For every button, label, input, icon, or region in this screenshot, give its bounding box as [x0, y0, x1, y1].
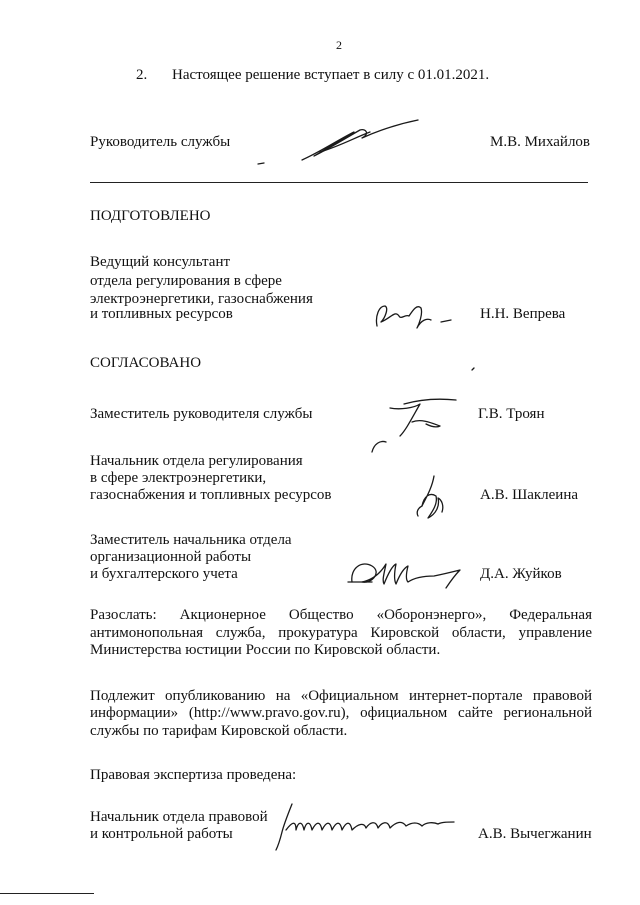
signer-title: в сфере электроэнергетики,	[90, 470, 267, 486]
head-name: М.В. Михайлов	[490, 134, 591, 150]
prepared-title-line: электроэнергетики, газоснабжения	[90, 291, 313, 307]
legal-name: А.В. Вычегжанин	[478, 826, 592, 842]
publication-line: службы по тарифам Кировской области.	[90, 723, 348, 739]
signer-title: Заместитель руководителя службы	[90, 406, 313, 422]
item-text: Настоящее решение вступает в силу с 01.01.2021.	[172, 67, 490, 83]
distribution-line: Министерства юстиции России по Кировской области.	[90, 642, 441, 658]
prepared-signature	[365, 292, 460, 338]
distribution-line: Разослать: Акционерное Общество «Оборонэнерго», Федеральная	[90, 607, 592, 623]
page-number: 2	[336, 38, 342, 52]
legal-title-line: и контрольной работы	[90, 826, 233, 842]
legal-statement: Правовая экспертиза проведена:	[90, 767, 297, 783]
prepared-title-line: Ведущий консультант	[90, 254, 231, 270]
signer-name: А.В. Шаклеина	[480, 487, 579, 503]
signer-name: Д.А. Жуйков	[480, 566, 562, 582]
signer-title: Начальник отдела регулирования	[90, 453, 303, 469]
footnote-line	[0, 893, 94, 894]
signer-name: Г.В. Троян	[478, 406, 545, 422]
signer-title: Заместитель начальника отдела	[90, 532, 292, 548]
head-title: Руководитель службы	[90, 134, 231, 150]
prepared-title-line: отдела регулирования в сфере	[90, 273, 282, 289]
item-number: 2.	[136, 67, 148, 83]
signer-title: газоснабжения и топливных ресурсов	[90, 487, 332, 503]
separator-line	[90, 182, 588, 183]
head-signature	[250, 112, 430, 174]
distribution-line: антимонопольная служба, прокуратура Кировской области, управление	[90, 625, 592, 641]
publication-line: Подлежит опубликованию на «Официальном интернет-портале правовой	[90, 688, 592, 704]
signer-signature	[404, 468, 464, 524]
legal-title-line: Начальник отдела правовой	[90, 809, 268, 825]
signer-signature	[342, 552, 472, 592]
signer-title: и бухгалтерского учета	[90, 566, 238, 582]
prepared-title-line: и топливных ресурсов	[90, 306, 233, 322]
signer-title: организационной работы	[90, 549, 252, 565]
prepared-name: Н.Н. Вепрева	[480, 306, 566, 322]
legal-signature	[266, 800, 466, 856]
publication-line: информации» (http://www.pravo.gov.ru), официальном сайте региональной	[90, 705, 592, 721]
prepared-heading: ПОДГОТОВЛЕНО	[90, 208, 211, 224]
approved-heading: СОГЛАСОВАНО	[90, 355, 202, 371]
signer-signature	[360, 366, 480, 462]
